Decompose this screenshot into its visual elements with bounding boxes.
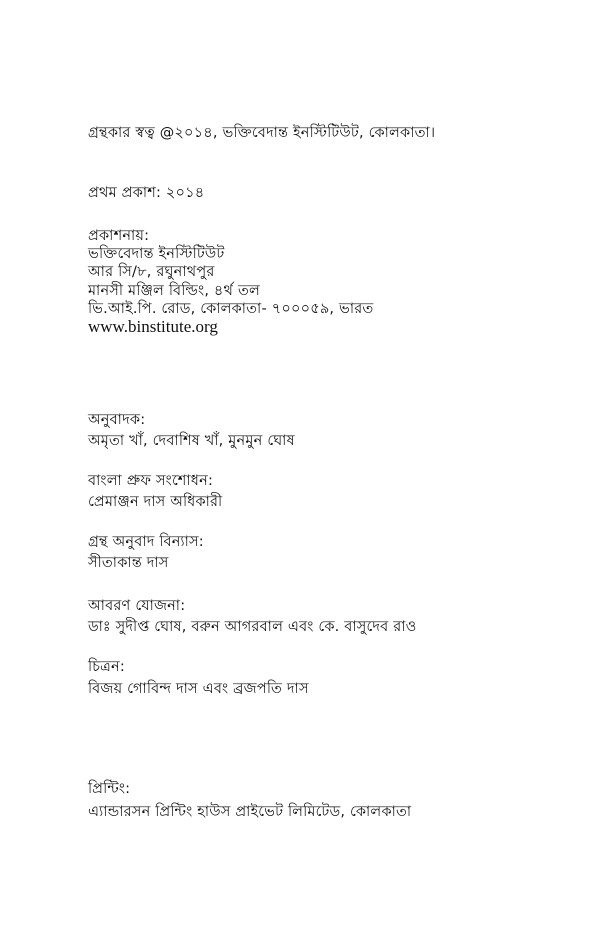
printing-value: এ্যান্ডারসন প্রিন্টিং হাউস প্রাইভেট লিমিটেড, কোলকাতা: [88, 804, 412, 820]
credit-label-layout: গ্রন্থ অনুবাদ বিন্যাস:: [88, 534, 204, 550]
credit-label-illustration: চিত্রন:: [88, 659, 125, 675]
address-line: ভি.আই.পি. রোড, কোলকাতা- ৭০০০৫৯, ভারত: [88, 301, 374, 317]
credit-value-proofreading: প্রেমাঞ্জন দাস অধিকারী: [88, 494, 223, 510]
address-line: আর সি/৮, রঘুনাথপুর: [88, 264, 215, 280]
publisher-label: প্রকাশনায়:: [88, 228, 150, 244]
credit-value-cover: ডাঃ সুদীপ্ত ঘোষ, বরুন আগরবাল এবং কে. বাসুদেব রাও: [88, 619, 417, 635]
credit-value-illustration: বিজয় গোবিন্দ দাস এবং ব্রজপতি দাস: [88, 681, 309, 697]
address-line: মানসী মঞ্জিল বিল্ডিং, ৪র্থ তল: [88, 283, 261, 299]
publisher-name: ভক্তিবেদান্ত ইনস্টিটিউট: [88, 246, 225, 262]
credit-label-translators: অনুবাদক:: [88, 412, 146, 428]
credit-value-layout: সীতাকান্ত দাস: [88, 555, 169, 571]
credit-label-proofreading: বাংলা প্রুফ সংশোধন:: [88, 473, 214, 489]
first-edition: প্রথম প্রকাশ: ২০১৪: [88, 185, 205, 201]
credit-value-translators: অমৃতা খাঁ, দেবাশিষ খাঁ, মুনমুন ঘোষ: [88, 433, 295, 449]
copyright-notice: গ্রন্থকার স্বত্ব @২০১৪, ভক্তিবেদান্ত ইনস্টিটিউট, কোলকাতা।: [88, 125, 436, 141]
credit-label-cover: আবরণ যোজনা:: [88, 598, 186, 614]
publisher-website: www.binstitute.org: [88, 317, 218, 336]
printing-label: প্রিন্টিং:: [88, 781, 131, 797]
